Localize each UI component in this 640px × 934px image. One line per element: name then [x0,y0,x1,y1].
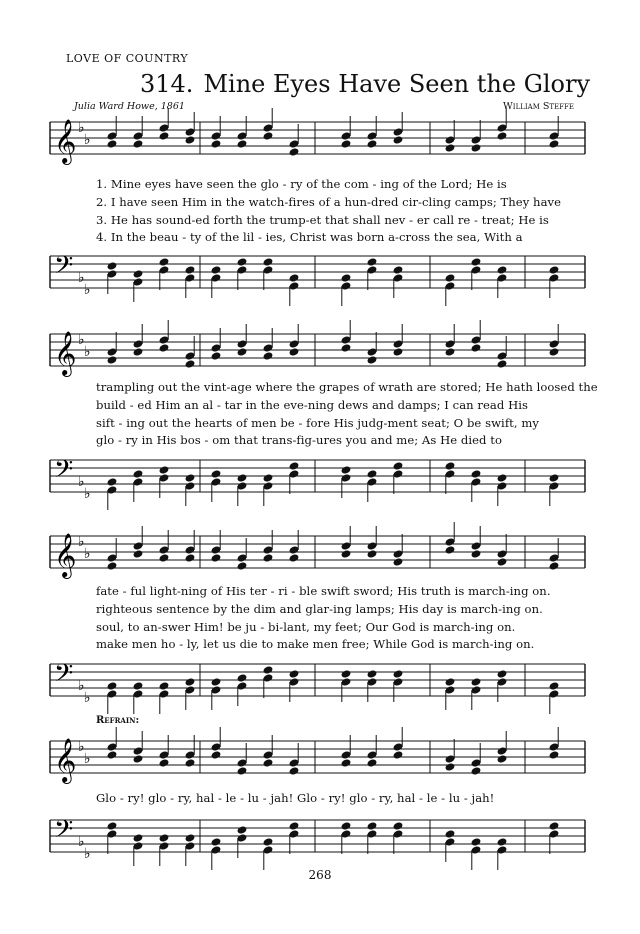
note-head [548,750,559,760]
flat-icon: ♭ [78,474,85,490]
note-head [496,557,507,567]
note-head [132,681,143,691]
note-head [444,545,455,555]
treble-clef-icon: 𝄞 [54,738,77,782]
note-head [470,766,481,776]
note-head [392,265,403,275]
refrain-lyrics: Glo - ry! glo - ry, hal - le - lu - jah! Glo - ry! glo - ry, hal - le - lu - jah! [96,791,495,805]
hymn-title-row [140,70,590,98]
treble-staff [50,118,585,162]
note-head [236,561,247,571]
note-head [210,139,221,149]
note-head [210,351,221,361]
flat-icon: ♭ [84,546,91,562]
flat-icon: ♭ [78,120,85,136]
note-head [444,347,455,357]
treble-clef-icon: 𝄞 [54,331,77,375]
bass-clef-icon: 𝄢 [54,455,74,490]
note-head [288,821,299,831]
flat-icon: ♭ [78,332,85,348]
note-head [288,669,299,679]
note-head [548,561,559,571]
note-head [496,359,507,369]
note-head [470,677,481,687]
note-head [444,829,455,839]
note-head [470,143,481,153]
bass-staff [50,816,585,860]
flat-icon: ♭ [78,834,85,850]
note-head [132,833,143,843]
note-head [288,553,299,563]
note-head [288,461,299,471]
note-head [470,549,481,559]
note-head [288,766,299,776]
verse-2-line-1: 2. I have seen Him in the watch-fires of a hun-dred cir-cling camps; They have [96,195,562,209]
verse-1-line-2: trampling out the vint-age where the grapes of wrath are stored; He hath loosed the [96,380,598,394]
note-head [366,758,377,768]
note-head [210,265,221,275]
note-head [340,821,351,831]
note-head [236,473,247,483]
note-head [132,347,143,357]
note-head [106,561,117,571]
note-head [132,139,143,149]
note-head [288,347,299,357]
note-head [366,355,377,365]
note-head [470,469,481,479]
verse-1-line-3: fate - ful light-ning of His ter - ri - ble swift sword; His truth is march-ing on. [96,584,551,598]
note-head [106,355,117,365]
note-head [132,269,143,279]
bass-clef-icon: 𝄢 [54,815,74,850]
note-head [288,273,299,283]
bass-staff [50,252,585,296]
note-head [210,750,221,760]
note-head [158,553,169,563]
flat-icon: ♭ [84,486,91,502]
verse-1-line-1: 1. Mine eyes have seen the glo - ry of the com - ing of the Lord; He is [96,177,507,191]
section-heading: LOVE OF COUNTRY [66,52,189,65]
note-head [236,766,247,776]
note-head [496,837,507,847]
verse-2-line-3: righteous sentence by the dim and glar-ing lamps; His day is march-ing on. [96,602,543,616]
note-head [496,131,507,141]
note-head [158,131,169,141]
verse-3-line-3: soul, to an-swer Him! be ju - bi-lant, my feet; Our God is march-ing on. [96,620,516,634]
note-head [262,837,273,847]
note-head [340,343,351,353]
note-head [392,461,403,471]
treble-staff [50,330,585,374]
note-head [262,758,273,768]
note-head [444,461,455,471]
note-head [366,669,377,679]
verse-4-line-1: 4. In the beau - ty of the lil - ies, Christ was born a-cross the sea, With a [96,230,523,244]
note-head [236,347,247,357]
note-head [444,143,455,153]
note-head [106,750,117,760]
note-head [444,677,455,687]
treble-clef-icon: 𝄞 [54,119,77,163]
note-head [184,135,195,145]
note-head [340,758,351,768]
note-head [288,147,299,157]
flat-icon: ♭ [84,282,91,298]
note-head [158,833,169,843]
bass-staff [50,456,585,500]
note-head [210,469,221,479]
note-head [262,257,273,267]
note-head [158,343,169,353]
note-head [184,473,195,483]
hymn-title: Mine Eyes Have Seen the Glory [203,70,591,98]
flat-icon: ♭ [78,678,85,694]
note-head [184,833,195,843]
note-head [392,750,403,760]
hymn-number: 314. [140,70,194,98]
note-head [158,758,169,768]
note-head [106,681,117,691]
note-head [444,273,455,283]
note-head [158,681,169,691]
note-head [340,669,351,679]
note-head [548,265,559,275]
note-head [366,139,377,149]
flat-icon: ♭ [84,690,91,706]
note-head [392,347,403,357]
verse-3-line-2: sift - ing out the hearts of men be - fore His judg-ment seat; O be swift, my [96,416,539,430]
note-head [236,139,247,149]
refrain-label: Refrain: [96,715,140,726]
note-head [184,677,195,687]
note-head [444,762,455,772]
note-head [496,754,507,764]
note-head [236,825,247,835]
note-head [548,473,559,483]
note-head [366,821,377,831]
note-head [496,669,507,679]
flat-icon: ♭ [84,344,91,360]
note-head [132,469,143,479]
treble-staff [50,532,585,576]
note-head [106,821,117,831]
note-head [184,265,195,275]
note-head [340,273,351,283]
note-head [210,677,221,687]
note-head [132,754,143,764]
note-head [210,553,221,563]
note-head [262,553,273,563]
note-head [184,359,195,369]
verse-3-line-1: 3. He has sound-ed forth the trump-et that shall nev - er call re - treat; He is [96,213,549,227]
note-head [392,135,403,145]
note-head [184,758,195,768]
note-head [340,139,351,149]
note-head [106,261,117,271]
note-head [236,673,247,683]
note-head [496,265,507,275]
note-head [158,465,169,475]
note-head [210,837,221,847]
note-head [496,473,507,483]
note-head [132,549,143,559]
note-head [548,681,559,691]
flat-icon: ♭ [84,751,91,767]
treble-clef-icon: 𝄞 [54,533,77,577]
note-head [392,557,403,567]
note-head [184,553,195,563]
note-head [340,549,351,559]
note-head [392,821,403,831]
note-head [106,477,117,487]
note-head [470,343,481,353]
note-head [262,473,273,483]
flat-icon: ♭ [78,270,85,286]
flat-icon: ♭ [78,534,85,550]
music-credit: William Steffe [503,101,574,112]
flat-icon: ♭ [78,739,85,755]
note-head [470,257,481,267]
note-head [548,821,559,831]
flat-icon: ♭ [84,846,91,862]
verse-4-line-2: glo - ry in His bos - om that trans-fig-ures you and me; As He died to [96,433,502,447]
note-head [158,257,169,267]
note-head [262,131,273,141]
note-head [366,257,377,267]
page-number: 268 [308,868,332,882]
note-head [548,347,559,357]
note-head [236,257,247,267]
note-head [470,837,481,847]
flat-icon: ♭ [84,132,91,148]
note-head [548,139,559,149]
note-head [262,351,273,361]
note-head [262,665,273,675]
note-head [366,549,377,559]
note-head [392,669,403,679]
note-head [106,139,117,149]
treble-staff [50,737,585,781]
verse-2-line-2: build - ed Him an al - tar in the eve-ning dews and damps; I can read His [96,398,529,412]
verse-4-line-3: make men ho - ly, let us die to make men free; While God is march-ing on. [96,637,535,651]
bass-clef-icon: 𝄢 [54,659,74,694]
note-head [340,465,351,475]
bass-clef-icon: 𝄢 [54,251,74,286]
words-credit: Julia Ward Howe, 1861 [74,101,185,112]
bass-staff [50,660,585,704]
note-head [366,469,377,479]
